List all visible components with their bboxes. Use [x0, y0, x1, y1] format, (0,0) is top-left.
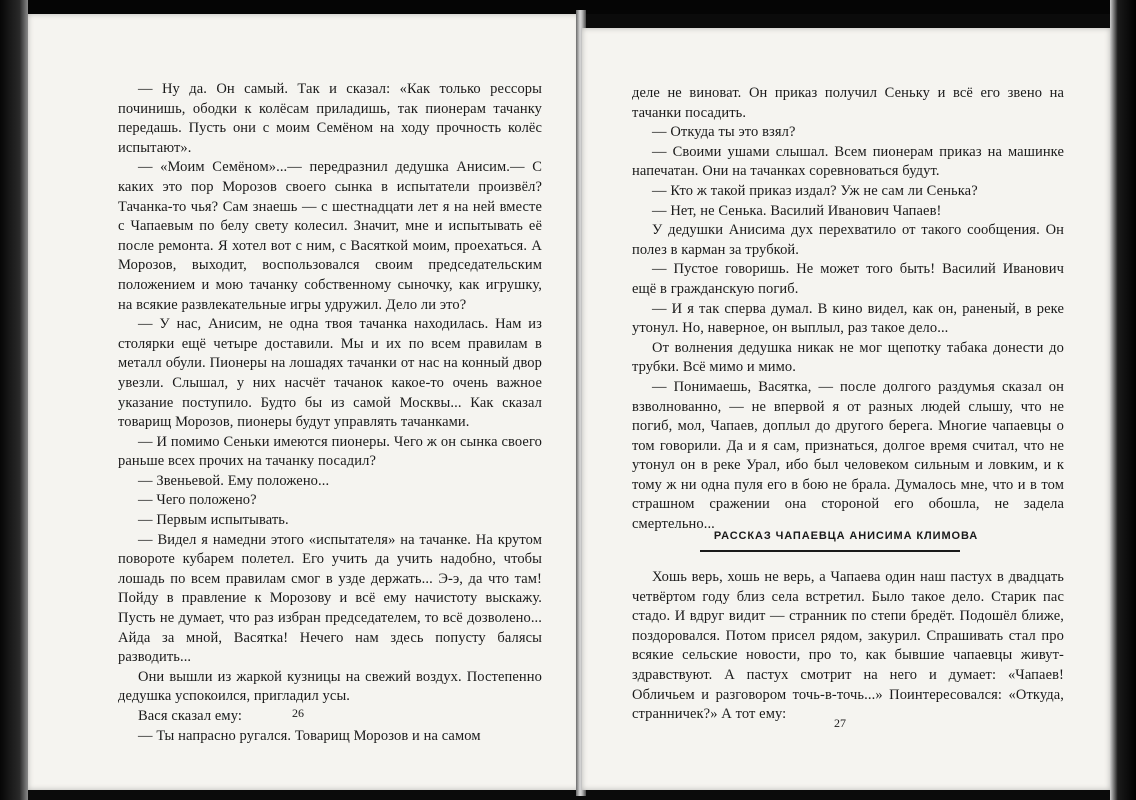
page-number-left: 26 — [292, 706, 304, 720]
scan-right-edge — [1110, 0, 1136, 800]
paragraph: — И помимо Сеньки имеются пионеры. Чего ж он сынка своего раньше всех прочих на тачанку посадил? — [118, 433, 542, 470]
paragraph: Хошь верь, хошь не верь, а Чапаева один наш пастух в двадцать четвёртом году близ села встретил. Было такое дело. Старик пас стадо. И вдруг видит — странник по степи бредёт. Подошёл ближе, поздоровался. Потом присел рядом, закурил. Спрашивать стал про всякие сельские новости, про то, как бывшие чапаевцы живут-здравствуют. А пастух смотрит на него и думает: «Чапаев! Обличьем и разговором точь-в-точь...» Поинтересовался: «Откуда, странничек?» А тот ему: — [632, 569, 1064, 723]
left-page-text — [118, 80, 542, 746]
paragraph: — Откуда ты это взял? — [652, 124, 796, 141]
paragraph: деле не виноват. Он приказ получил Сеньку и всё его звено на тачанки посадить. — [632, 85, 1064, 121]
paragraph: — И я так сперва думал. В кино видел, как он, раненый, в реке утонул. Но, наверное, он выплыл, раз такое дело... — [632, 300, 1064, 337]
heading-underline — [700, 550, 960, 552]
paragraph: — Кто ж такой приказ издал? Уж не сам ли Сенька? — [652, 182, 978, 199]
page-number-right: 27 — [834, 716, 846, 730]
paragraph: Они вышли из жаркой кузницы на свежий воздух. Постепенно дедушка успокоился, пригладил усы. — [118, 668, 542, 705]
paragraph: — Звеньевой. Ему положено... — [138, 472, 330, 489]
paragraph: — Ты напрасно ругался. Товарищ Морозов и на самом — [138, 727, 481, 744]
paragraph: — Пустое говоришь. Не может того быть! Василий Иванович ещё в гражданскую погиб. — [632, 261, 1064, 297]
paragraph: — Нет, не Сенька. Василий Иванович Чапаев! — [652, 202, 942, 219]
paragraph: От волнения дедушка никак не мог щепотку табака донести до трубки. Всё мимо и мимо. — [632, 339, 1064, 376]
paragraph: — Чего положено? — [138, 492, 257, 509]
right-page-text-bottom — [632, 568, 1064, 725]
chapter-heading: РАССКАЗ ЧАПАЕВЦА АНИСИМА КЛИМОВА — [713, 530, 979, 542]
paragraph: — Ну да. Он самый. Так и сказал: «Как только рессоры починишь, ободки к колёсам приладишь, так пионерам тачанку передашь. Пусть они с моим Семёном на ходу прочность колёс испытают». — [118, 81, 542, 156]
right-page-text-top — [632, 84, 1064, 535]
paragraph: — Видел я намедни этого «испытателя» на тачанке. На крутом повороте кубарем полетел. Его учить да учить надобно, чтобы лошадь по всем правилам смог в узде держать... Э-э, да что там! Пойду в правление к Морозову и всё ему начистоту выскажу. Пусть не думает, что раз избран председателем, то всё дозволено... Айда за мной, Васятка! Нечего нам здесь попусту балясы разводить... — [118, 531, 542, 666]
paragraph: — Понимаешь, Васятка, — после долгого раздумья сказал он взволнованно, — не впервой я от разных людей слышу, что не погиб, мол, Чапаев, доплыл до другого берега. Многие чапаевцы о том говорили. Да и я сам, признаться, долгое время считал, что не утонул он в реке Урал, ибо был человеком сильным и ловким, и к тому ж ни одна пуля его в бою не брала. Думалось мне, что и в том страшном сражении она стороной его обошла, не задела смертельно... — [632, 378, 1064, 533]
paragraph: Вася сказал ему: — [138, 708, 242, 724]
paragraph: — Первым испытывать. — [138, 512, 289, 529]
left-page — [28, 14, 580, 790]
paragraph: — У нас, Анисим, не одна твоя тачанка находилась. Нам из столярки ещё четыре доставили. Мы и их по всем правилам в металл обули. Пионеры на лошадях тачанки от нас на конный двор увезли. Слышал, у них насчёт тачанок какое-то очень важное указание поступило. Будто бы из самой Москвы... Как сказал товарищ Морозов, пионеры будут управлять тачанками. — [118, 316, 542, 431]
paragraph: У дедушки Анисима дух перехватило от такого сообщения. Он полез в карман за трубкой. — [632, 222, 1064, 258]
scan-left-edge — [0, 0, 28, 800]
paragraph: — Своими ушами слышал. Всем пионерам приказ на машинке напечатан. Они на тачанках соревноваться будут. — [632, 143, 1064, 180]
scan-top-edge — [28, 0, 1110, 14]
right-page — [582, 28, 1110, 790]
paragraph: — «Моим Семёном»...— передразнил дедушка Анисим.— С каких это пор Морозов своего сынка в испытатели произвёл? Тачанка-то чья? Сам знаешь — с шестнадцати лет я на ней вместе с Чапаевым по белу свету колесил. Значит, мне и испытывать её после ремонта. Я хотел вот с ним, с Васяткой моим, проехаться. А Морозов, выходит, воспользовался своим председательским положением и мою тачанку собственному сыночку, как игрушку, на всякие развлекательные игры удружил. Дело ли это? — [118, 159, 542, 313]
